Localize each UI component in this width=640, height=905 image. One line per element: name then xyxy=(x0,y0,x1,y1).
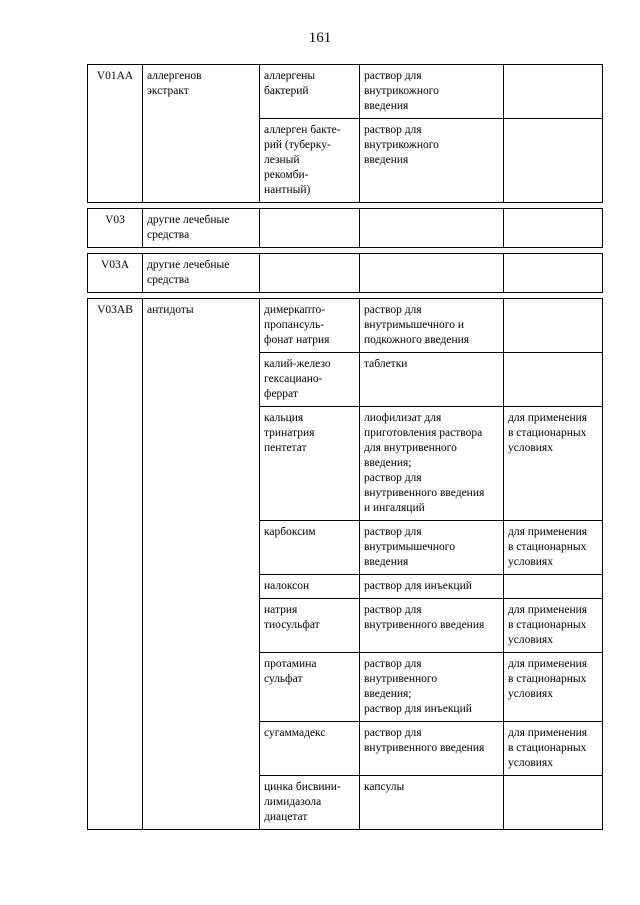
drug-name-line: цинка бисвини- xyxy=(264,781,341,793)
atc-code: V03A xyxy=(88,254,143,293)
drug-name-line: фонат натрия xyxy=(264,334,330,346)
drug-name xyxy=(260,119,360,203)
drug-name xyxy=(260,65,360,119)
dosage-form-line: и ингаляций xyxy=(364,502,425,514)
dosage-form-line: раствор для xyxy=(364,304,422,316)
anatomical-group xyxy=(143,209,260,248)
drug-name-line: сульфат xyxy=(264,673,303,685)
dosage-form-line: внутривенного введения xyxy=(364,619,485,631)
dosage-form xyxy=(360,722,504,776)
dosage-form xyxy=(360,254,504,293)
drug-name xyxy=(260,407,360,521)
dosage-form-line: внутрикожного xyxy=(364,139,439,151)
drug-name xyxy=(260,209,360,248)
usage-note-line: для применения xyxy=(508,526,588,538)
group-line: средства xyxy=(147,274,190,286)
group-line: антидоты xyxy=(147,304,194,316)
usage-note-line: в стационарных xyxy=(508,541,587,553)
table-row xyxy=(88,209,603,248)
usage-note-line: в стационарных xyxy=(508,742,587,754)
dosage-form-line: таблетки xyxy=(364,358,408,370)
dosage-form-line: для внутривенного xyxy=(364,442,457,454)
drug-name-line: карбоксим xyxy=(264,526,316,538)
drug-name xyxy=(260,575,360,599)
drug-name-line: сугаммадекс xyxy=(264,727,326,739)
dosage-form xyxy=(360,209,504,248)
drug-name-line: аллергены xyxy=(264,70,316,82)
group-line: другие лечебные xyxy=(147,259,230,271)
drug-name-line: пропансуль- xyxy=(264,319,325,331)
drug-name-line: пентетат xyxy=(264,442,307,454)
dosage-form-line: раствор для xyxy=(364,727,422,739)
drug-name-line: тиосульфат xyxy=(264,619,320,631)
dosage-form-line: раствор для инъекций xyxy=(364,703,472,715)
usage-note xyxy=(504,407,603,521)
table-row xyxy=(88,65,603,119)
usage-note xyxy=(504,575,603,599)
group-line: другие лечебные xyxy=(147,214,230,226)
dosage-form-line: подкожного введения xyxy=(364,334,470,346)
usage-note-line: для применения xyxy=(508,727,588,739)
dosage-form-line: раствор для xyxy=(364,526,422,538)
dosage-form xyxy=(360,575,504,599)
usage-note-line: в стационарных xyxy=(508,619,587,631)
drug-name xyxy=(260,776,360,830)
anatomical-group xyxy=(143,65,260,203)
anatomical-group xyxy=(143,299,260,830)
drug-name-line: гексациано- xyxy=(264,373,323,385)
usage-note xyxy=(504,209,603,248)
usage-note xyxy=(504,653,603,722)
page-number: 161 xyxy=(308,30,332,46)
drug-name-line: натрия xyxy=(264,604,298,616)
usage-note-line: в стационарных xyxy=(508,673,587,685)
group-line: экстракт xyxy=(147,85,189,97)
dosage-form-line: внутривенного введения xyxy=(364,742,485,754)
drug-name-line: налоксон xyxy=(264,580,310,592)
atc-code: V01AA xyxy=(88,65,143,203)
drug-name-line: лимидазола xyxy=(264,796,322,808)
usage-note-line: для применения xyxy=(508,412,588,424)
usage-note xyxy=(504,722,603,776)
dosage-form xyxy=(360,521,504,575)
dosage-form-line: внутривенного введения xyxy=(364,487,485,499)
usage-note xyxy=(504,599,603,653)
usage-note xyxy=(504,353,603,407)
drug-name-line: калий-железо xyxy=(264,358,331,370)
dosage-form-line: внутримышечного и xyxy=(364,319,464,331)
dosage-form-line: капсулы xyxy=(364,781,405,793)
usage-note xyxy=(504,521,603,575)
dosage-form-line: внутривенного xyxy=(364,673,438,685)
drug-name-line: тринатрия xyxy=(264,427,315,439)
usage-note xyxy=(504,776,603,830)
drug-name-line: нантный) xyxy=(264,184,311,196)
drug-name-line: феррат xyxy=(264,388,298,400)
drug-table xyxy=(87,64,603,830)
dosage-form-line: лиофилизат для xyxy=(364,412,442,424)
usage-note xyxy=(504,119,603,203)
dosage-form-line: внутримышечного xyxy=(364,541,455,553)
dosage-form-line: приготовления раствора xyxy=(364,427,483,439)
dosage-form-line: раствор для xyxy=(364,472,422,484)
dosage-form xyxy=(360,407,504,521)
drug-name xyxy=(260,653,360,722)
drug-name-line: лезный xyxy=(264,154,300,166)
drug-name-line: кальция xyxy=(264,412,304,424)
usage-note xyxy=(504,299,603,353)
dosage-form-line: введения xyxy=(364,100,409,112)
dosage-form xyxy=(360,65,504,119)
drug-name-line: бактерий xyxy=(264,85,309,97)
dosage-form xyxy=(360,299,504,353)
usage-note-line: условиях xyxy=(508,688,553,700)
dosage-form xyxy=(360,119,504,203)
usage-note xyxy=(504,254,603,293)
drug-name xyxy=(260,353,360,407)
usage-note-line: для применения xyxy=(508,658,588,670)
usage-note-line: условиях xyxy=(508,442,553,454)
atc-code: V03 xyxy=(88,209,143,248)
drug-name xyxy=(260,299,360,353)
atc-code: V03AB xyxy=(88,299,143,830)
group-line: средства xyxy=(147,229,190,241)
drug-name-line: аллерген бакте- xyxy=(264,124,341,136)
dosage-form-line: раствор для xyxy=(364,70,422,82)
dosage-form-line: раствор для xyxy=(364,658,422,670)
dosage-form-line: внутрикожного xyxy=(364,85,439,97)
dosage-form-line: раствор для xyxy=(364,124,422,136)
dosage-form-line: введения; xyxy=(364,688,412,700)
dosage-form xyxy=(360,653,504,722)
usage-note-line: условиях xyxy=(508,634,553,646)
drug-name xyxy=(260,254,360,293)
dosage-form xyxy=(360,599,504,653)
dosage-form-line: введения; xyxy=(364,457,412,469)
usage-note-line: условиях xyxy=(508,556,553,568)
drug-name-line: рекомби- xyxy=(264,169,309,181)
dosage-form-line: введения xyxy=(364,154,409,166)
dosage-form-line: раствор для инъекций xyxy=(364,580,472,592)
usage-note xyxy=(504,65,603,119)
usage-note-line: условиях xyxy=(508,757,553,769)
drug-name-line: рий (туберку- xyxy=(264,139,331,151)
drug-name-line: протамина xyxy=(264,658,317,670)
drug-name xyxy=(260,521,360,575)
drug-name-line: диацетат xyxy=(264,811,308,823)
dosage-form-line: введения xyxy=(364,556,409,568)
usage-note-line: в стационарных xyxy=(508,427,587,439)
group-line: аллергенов xyxy=(147,70,202,82)
drug-name xyxy=(260,722,360,776)
drug-name-line: димеркапто- xyxy=(264,304,326,316)
table-row xyxy=(88,299,603,353)
anatomical-group xyxy=(143,254,260,293)
dosage-form xyxy=(360,776,504,830)
dosage-form-line: раствор для xyxy=(364,604,422,616)
table-row xyxy=(88,254,603,293)
usage-note-line: для применения xyxy=(508,604,588,616)
drug-name xyxy=(260,599,360,653)
dosage-form xyxy=(360,353,504,407)
